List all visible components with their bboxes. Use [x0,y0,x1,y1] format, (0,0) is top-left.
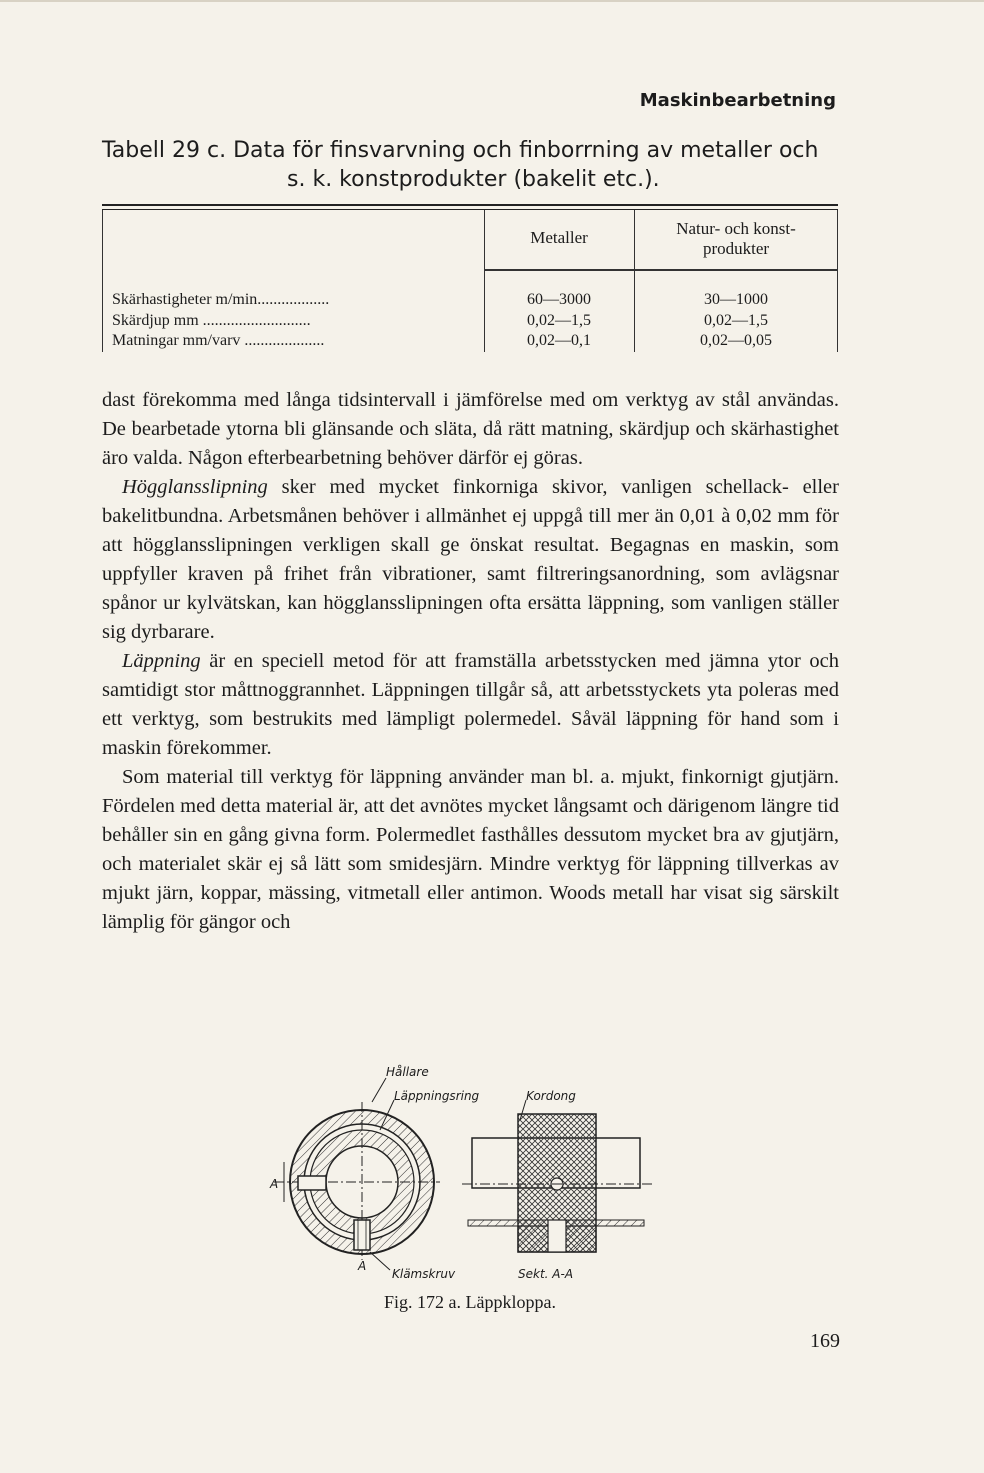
cell-skardjup-metaller: 0,02—1,5 [527,312,591,329]
cell-skarhastigheter-natur: 30—1000 [704,291,768,308]
data-table [102,204,838,352]
paragraph-4: Som material till verktyg för läppning använder man bl. a. mjukt, finkornigt gjutjärn. Fördelen med detta material är, att det avnötes mycket långsamt och därigenom längre tid behåller sin en gång givna form. Polermedlet fasthålles dessutom mycket bra av gjutjärn, och materialet skär ej så lätt som smidesjärn. Mindre verktyg för läppning tillverkas av mjukt järn, koppar, mässing, vitmetall eller antimon. Woods metall har visat sig särskilt lämplig för gängor och [102,766,839,933]
cell-matningar-metaller: 0,02—0,1 [527,332,591,349]
column-header-metaller: Metaller [530,228,588,247]
table-title-line-2: s. k. konstprodukter (bakelit etc.). [287,167,660,192]
term-lappning: Läppning [122,650,201,672]
section-view [462,1100,652,1252]
label-lappningsring: Läppningsring [394,1089,480,1103]
label-hallare: Hållare [386,1065,429,1079]
table-top-rule-thin [102,209,838,210]
paragraph-2 [102,473,839,647]
paragraph-1: dast förekomma med långa tidsintervall i jämförelse med om verktyg av stål användas. De bearbetade ytorna bli glänsande och släta, då rätt matning, skärdjup och skärhastighet äro valda. Någon efterbearbetning behöver därför ej göras. [102,389,839,469]
label-a-left: A [270,1177,279,1191]
column-header-natur-line-2: produkter [702,239,770,258]
row-label-skardjup: Skärdjup mm ........................... [112,312,311,329]
table-top-rule [102,204,838,206]
cell-skardjup-natur: 0,02—1,5 [704,312,768,329]
figure-caption: Fig. 172 a. Läppkloppa. [384,1292,556,1312]
table-title-line-1: Tabell 29 c. Data för finsvarvning och finborrning av metaller och [102,138,819,163]
label-a-bottom: A [358,1259,367,1273]
cell-skarhastigheter-metaller: 60—3000 [527,291,591,308]
label-kordong: Kordong [526,1089,576,1103]
row-label-skarhastigheter: Skärhastigheter m/min.................. [112,291,330,308]
ring-front-view [274,1078,440,1270]
row-label-matningar: Matningar mm/varv .................... [112,332,325,349]
paragraph-2-text: sker med mycket finkorniga skivor, vanligen schellack- eller bakelitbundna. Arbetsmånen behöver i allmänhet ej uppgå till mer än 0,01 à 0,02 mm för att högglansslipningen verkligen skall ge önskat resultat. Begagnas en maskin, som uppfyller kraven på frihet från vibrationer, samt filtreringsanordning, som avlägsnar spånor ur kylvätskan, kan högglansslipningen ofta ersätta läppning, som vanligen ställer sig dyrbarare. [102,476,839,643]
body-text [102,386,839,937]
paragraph-3-text: är en speciell metod för att framställa arbetsstycken med jämna ytor och samtidigt stor måttnoggrannhet. Läppningen tillgår så, att arbetsstyckets yta poleras med ett verktyg, som bestrukits med lämpligt polermedel. Såväl läppning för hand som i maskin förekommer. [102,650,839,759]
page-number: 169 [810,1330,840,1352]
term-hogglansslipning: Högglansslipning [122,476,268,498]
cell-matningar-natur: 0,02—0,05 [700,332,772,349]
table-header-rule [484,269,838,271]
running-header: Maskinbearbetning [639,90,836,111]
label-klamskruv: Klämskruv [392,1267,456,1281]
column-header-natur [634,219,838,259]
figure-lappkloppa [262,1060,662,1290]
paragraph-3 [102,647,839,763]
table-left-border [102,210,103,352]
column-header-natur-line-1: Natur- och konst- [676,219,796,238]
page-top-edge [0,0,984,2]
table-title [102,136,842,194]
label-section: Sekt. A-A [518,1267,574,1281]
